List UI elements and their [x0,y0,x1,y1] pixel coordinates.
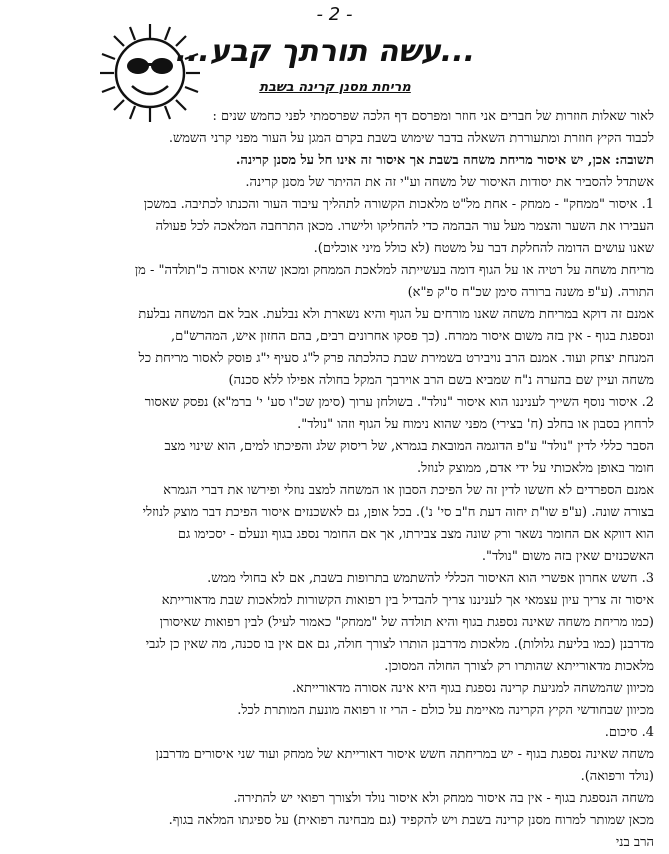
text-line: מכיוון שהמשחה למניעת קרינה נספגת בגוף היא אינה אסורה מדאורייתא. [292,681,654,696]
text-line: אשתדל להסביר את יסודות האיסור של משחה וע"י זה את ההיתר של מסנן קרינה. [245,175,654,190]
text-line: אמנם הספרדים לא חששו לדין זה של הפיכת הסבון או המשחה למצב נוזלי ופירשו את דברי הגמרא [163,483,654,498]
text-line: מלאכות מדאורייתא שהותרו רק לצורך החולה המסוכן. [384,659,654,674]
text-line: לכבוד הקיץ חוזרת ומתעוררת השאלה בדבר שימוש בשבת בקרם המגן על העור מפני קרני השמש. [168,131,654,146]
text-line: (כמו מריחת משחה שאינה נספגת בגוף והיא תולדה של "ממחק" כאמור לעיל) לבין רפואות שאיסורן [159,615,654,630]
text-line: בצורה שונה. (ע"פ שו"ת יחוה דעת ח"ב סי' נ'). בכל אופן, גם לאשכנזים איסור הפיכת דבר מוצק לנוזלי [142,505,654,520]
text-line: מריחת משחה על רטיה או על הגוף דומה בעשייתה למלאכת הממחק ומכאן שהיא אסורה כ"תולדה" - מן [134,263,654,278]
text-line: שאנו עושים הדומה להחלקת דבר על משטח (לא כולל מיני אוכלים). [313,241,654,256]
text-line: הוא דווקא אם החומר נשאר ורק שונה מצב צבירתו, אך אם החומר נספג בגוף ונעלם - יסכימו גם [177,527,654,542]
text-line: מכאן שמותר למרוח מסנן קרינה בשבת ויש להקפיד (גם מבחינה רפואית) על ספיגתו המלאה בגוף. [168,813,654,828]
text-line: 2. איסור נוסף השייך לעניננו הוא איסור "נולד". בשולחן ערוך (סימן שכ"ו סע' י' ברמ"א) נפסק שאסור [144,395,654,410]
text-line: (נולד ורפואה). [580,769,654,784]
answer-line: תשובה: אכן, יש איסור מריחת משחה בשבת אך איסור זה אינו חל על מסנן קרינה. [235,153,654,168]
text-line: העבירו את השער והצמר מעל עור הבהמה כדי להחליקו ולישרו. מכאן התרחבה המלאכה לכל פעולה [155,219,654,234]
text-line: המנחת יצחק ועוד. אמנם הרב נויבירט בשמירת שבת כהלכתה פרק ל"ג סעיף י"ג פוסק לאסור מריחת כל [138,351,654,366]
text-line: התורה. (ע"פ משנה ברורה סימן שכ"ח ס"ק פ"א) [407,285,654,300]
headline: ...עשה תורתך קבע... [175,34,475,69]
text-line: ונספגת בגוף - אין בזה משום איסור ממרח. (כך פסקו אחרונים רבים, בהם החזון איש, המהרש"ם, [170,329,654,344]
subtitle: מריחת מסנן קרינה בשבת [259,80,411,95]
text-line: 1. איסור "ממחק" - ממחק - אחת מל"ט מלאכות הקשורה לתהליך עיבוד העור והכנתו לכתיבה. במשכן [143,197,654,212]
text-line: האשכנזים שאין בזה משום "נולד". [481,549,654,564]
text-line: לאור שאלות חוזרות של חברים אני חוזר ומפרסם דף הלכה שפרסמתי לפני כחמש שנים : [212,109,654,124]
text-line: לרחוץ בסבון או בחלב (ח' בצירי) מפני שהוא נימוח על הגוף וזהו "נולד". [297,417,654,432]
text-line: משחה הנספגת בגוף - אין בה איסור ממחק ולא איסור נולד ולצורך רפואי יש להתירה. [233,791,654,806]
text-line: 4. סיכום. [604,725,654,740]
text-line: משחה ועיין שם בהערה נ"ח שמביא בשם הרב אוירבך המקל בחולה אפילו ללא סכנה) [228,373,654,388]
page-number: - 2 - [316,4,353,25]
article-body [26,106,654,854]
text-line: משחה שאינה נספגת בגוף - יש במריחתה חשש איסור דאורייתא של ממחק ועוד שני איסורים מדרבנן [155,747,654,762]
text-line: איסור זה צריך עיון עצמאי אך לעניננו צריך להבדיל בין רפואות הקשורות למלאכות שבת מדאורייתא [161,593,654,608]
text-line: אמנם זה דוקא במריחת משחה שאנו מורחים על הגוף והיא נשארת ולא נבלעת. אבל אם המשחה נבלעת [138,307,654,322]
text-line: חומר באופן מלאכותי על ידי אדם, ממוצק לנוזל. [417,461,654,476]
text-line: מכיוון שבחודשי הקיץ הקרינה מאיימת על כולם - הרי זו רפואה מונעת המותרת לכל. [237,703,654,718]
signature: הרב בני [615,835,654,850]
text-line: 3. חשש אחרון אפשרי הוא האיסור הכללי להשתמש בתרופות בשבת, אם לא בחולי ממש. [207,571,654,586]
text-line: מדרבנן (כמו בליעת גלולות). מלאכות מדרבנן הותרו לצורך חולה, גם אם אין בו סכנה, מה שאין כן לגבי [145,637,654,652]
text-line: הסבר כללי לדין "נולד" ע"פ הדוגמה המובאת בגמרא, של ריסוק שלג והפיכתו למים, הוא שינוי מצב [164,439,654,454]
